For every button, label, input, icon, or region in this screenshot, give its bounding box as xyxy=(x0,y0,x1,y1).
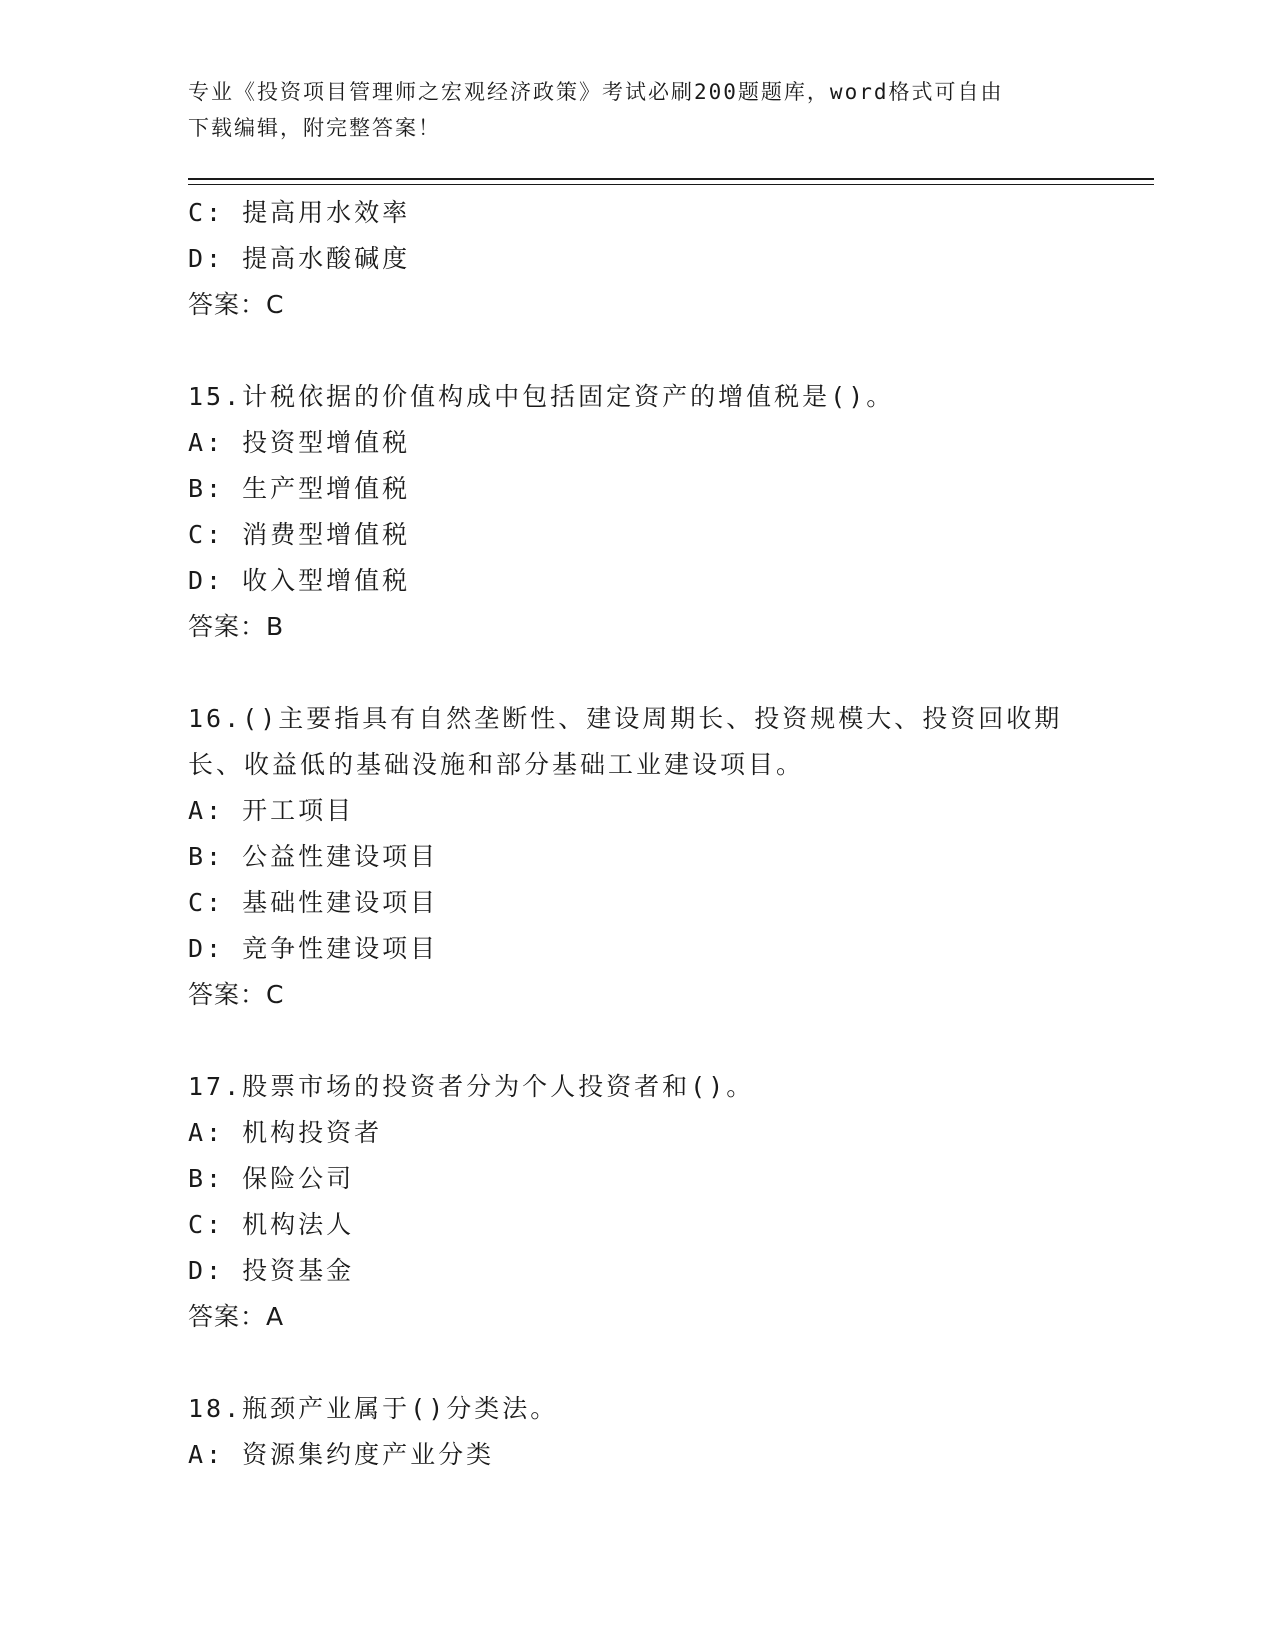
question-14-tail xyxy=(188,190,1088,328)
header-line-1: 专业《投资项目管理师之宏观经济政策》考试必刷200题题库，word格式可自由 xyxy=(188,80,1004,104)
option-a: A: 资源集约度产业分类 xyxy=(188,1440,495,1469)
option-d: D: 竞争性建设项目 xyxy=(188,934,439,963)
question-stem: 18.瓶颈产业属于()分类法。 xyxy=(188,1394,559,1423)
question-17 xyxy=(188,1064,1088,1340)
option-a: A: 开工项目 xyxy=(188,796,355,825)
option-b: B: 保险公司 xyxy=(188,1164,355,1193)
spacer xyxy=(188,1340,1088,1386)
header-divider-thin xyxy=(188,184,1154,185)
option-c: C: 基础性建设项目 xyxy=(188,888,439,917)
question-list xyxy=(188,190,1088,1478)
option-a: A: 投资型增值税 xyxy=(188,428,411,457)
spacer xyxy=(188,650,1088,696)
option-d: D: 投资基金 xyxy=(188,1256,355,1285)
header-divider-thick xyxy=(188,178,1154,180)
question-stem: 15.计税依据的价值构成中包括固定资产的增值税是()。 xyxy=(188,382,895,411)
answer-line: 答案：A xyxy=(188,1302,285,1331)
option-a: A: 机构投资者 xyxy=(188,1118,383,1147)
question-stem-line-1: 16.()主要指具有自然垄断性、建设周期长、投资规模大、投资回收期 xyxy=(188,704,1063,733)
answer-line: 答案：C xyxy=(188,980,285,1009)
option-d: D: 收入型增值税 xyxy=(188,566,411,595)
question-stem-line-2: 长、收益低的基础没施和部分基础工业建设项目。 xyxy=(188,750,805,779)
option-c: C: 提高用水效率 xyxy=(188,198,411,227)
question-16 xyxy=(188,696,1088,1018)
option-b: B: 公益性建设项目 xyxy=(188,842,439,871)
question-15 xyxy=(188,374,1088,650)
option-b: B: 生产型增值税 xyxy=(188,474,411,503)
answer-line: 答案：B xyxy=(188,612,285,641)
header-line-2: 下载编辑，附完整答案！ xyxy=(188,116,441,140)
answer-line: 答案：C xyxy=(188,290,285,319)
option-c: C: 机构法人 xyxy=(188,1210,355,1239)
spacer xyxy=(188,328,1088,374)
question-18 xyxy=(188,1386,1088,1478)
question-stem: 17.股票市场的投资者分为个人投资者和()。 xyxy=(188,1072,755,1101)
option-c: C: 消费型增值税 xyxy=(188,520,411,549)
document-header xyxy=(188,74,1068,146)
spacer xyxy=(188,1018,1088,1064)
option-d: D: 提高水酸碱度 xyxy=(188,244,411,273)
